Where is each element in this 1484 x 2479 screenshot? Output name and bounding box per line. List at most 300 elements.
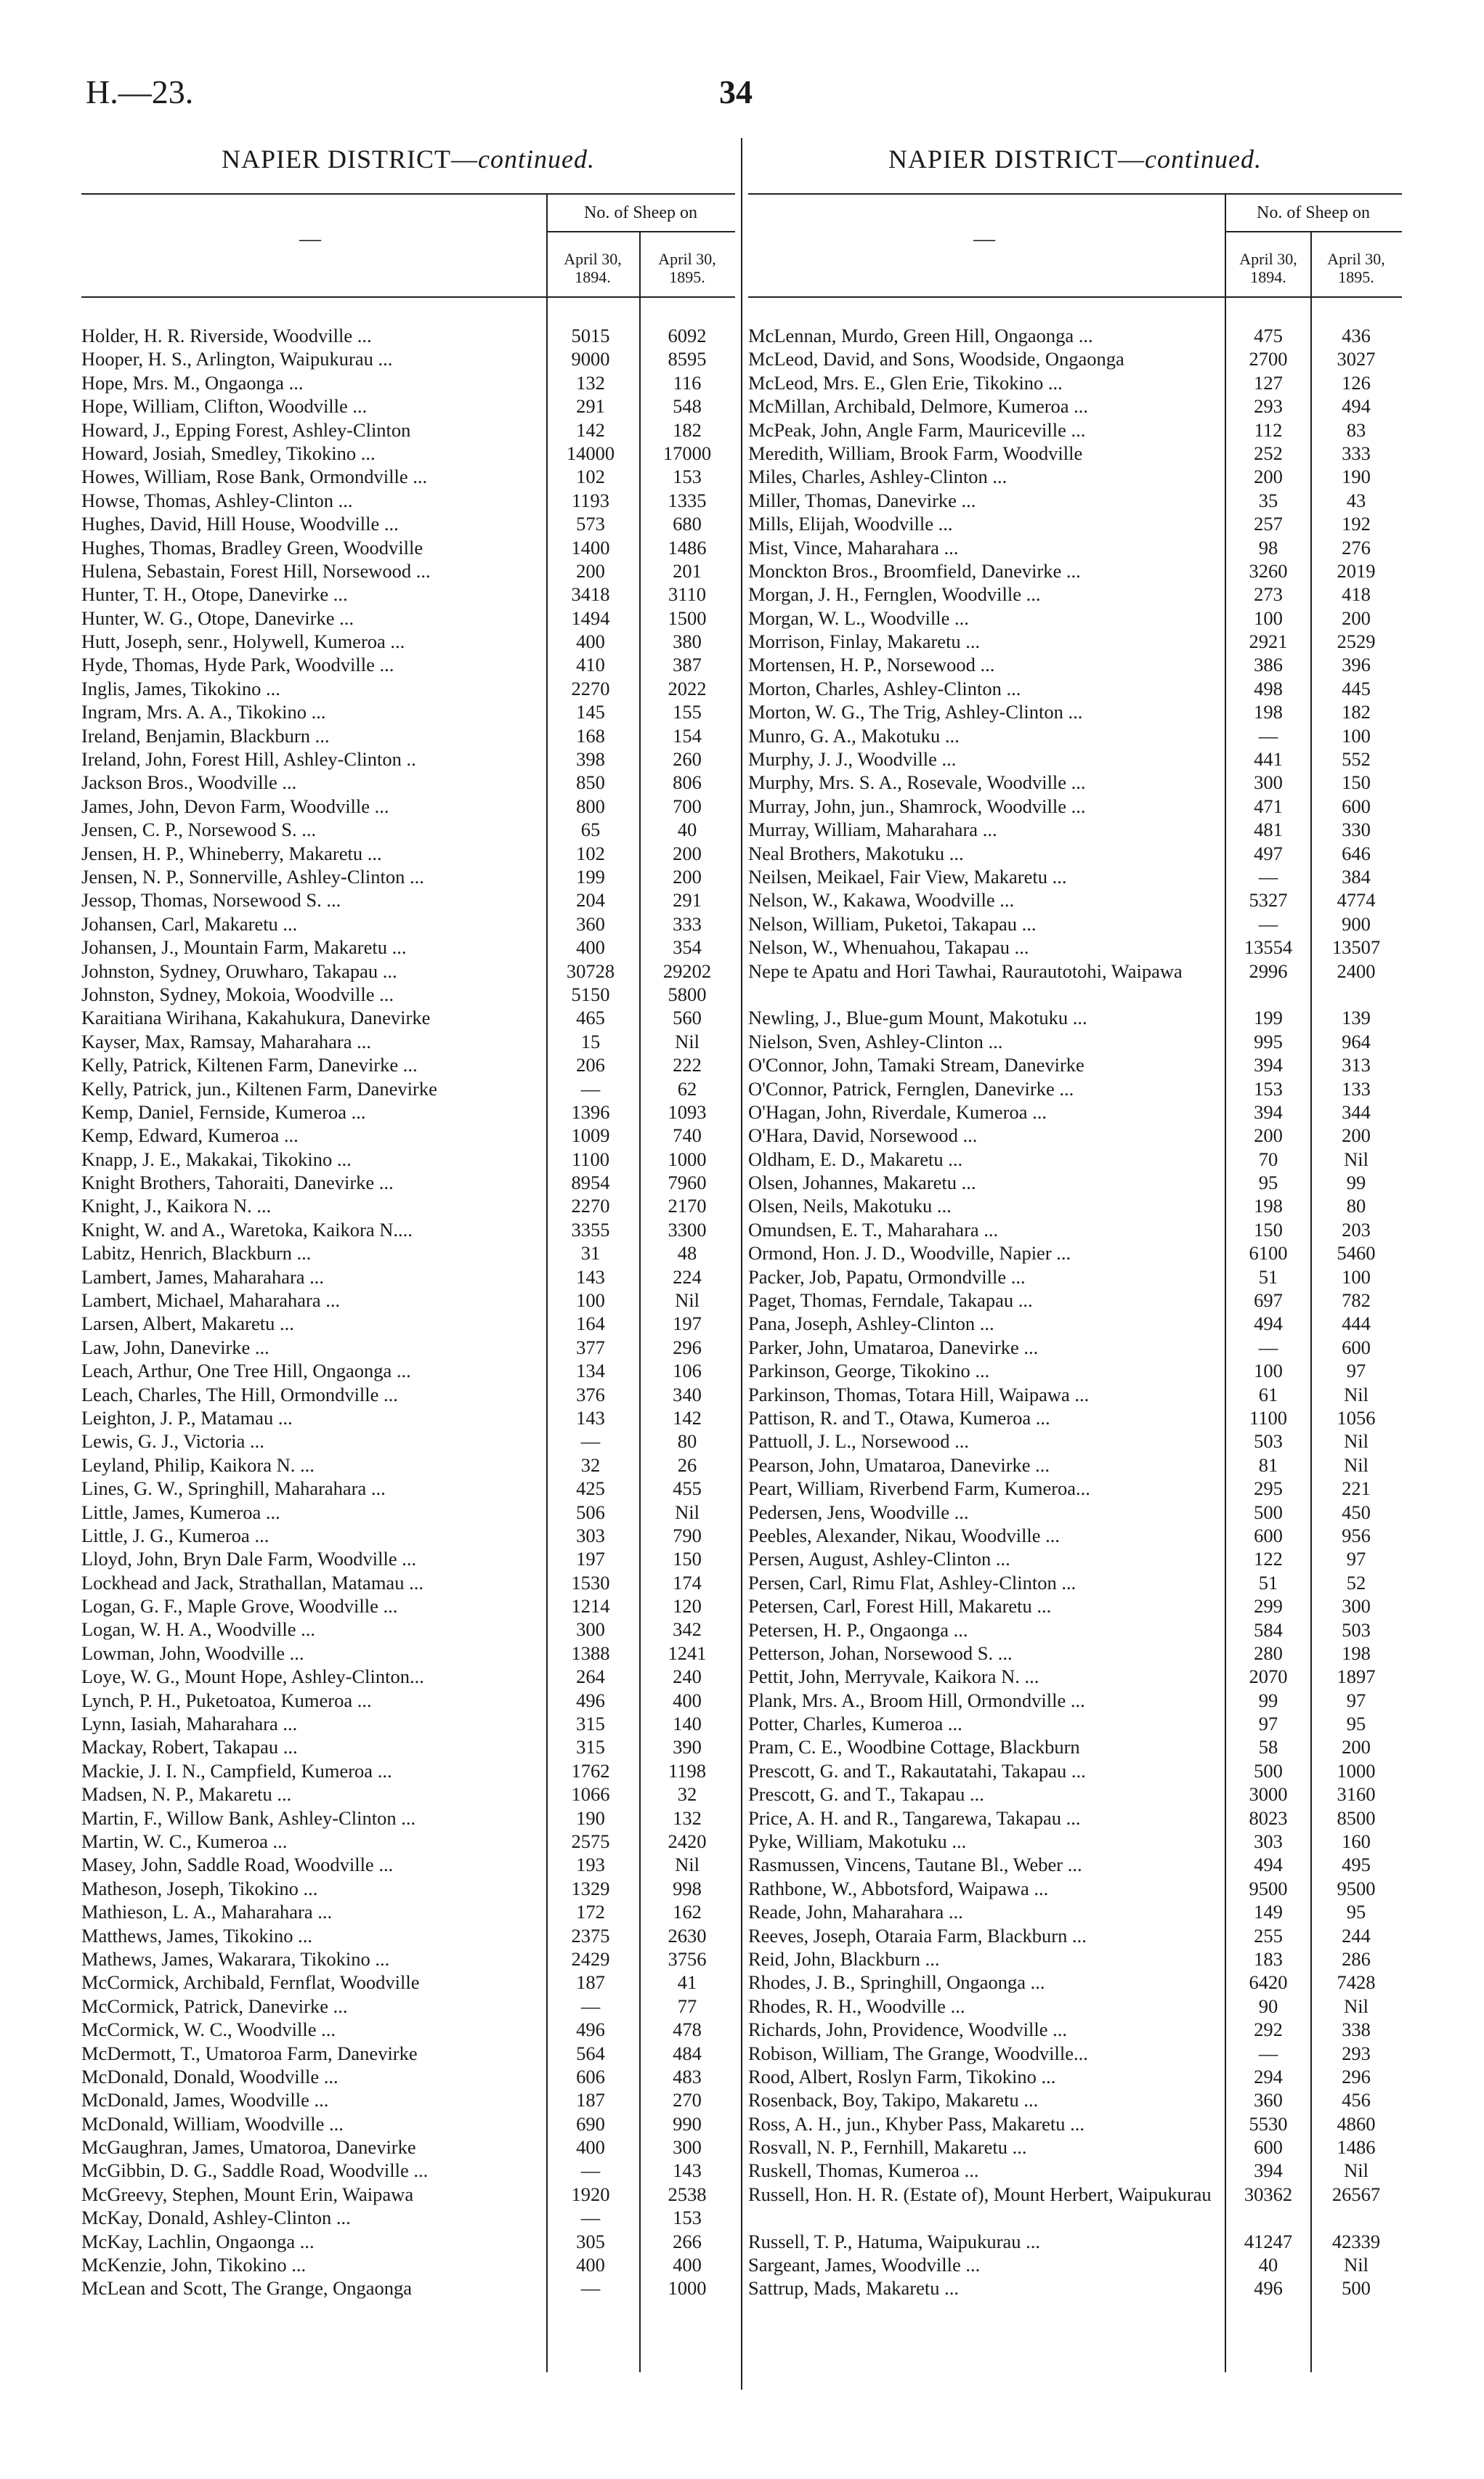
owner-name: Johnston, Sydney, Oruwharo, Takapau ... xyxy=(81,959,397,982)
owner-name: Leyland, Philip, Kaikora N. ... xyxy=(81,1453,315,1476)
owner-name: Pearson, John, Umataroa, Danevirke ... xyxy=(748,1453,1050,1476)
sheep-1895: 436 xyxy=(1342,325,1371,346)
sheep-1895: 162 xyxy=(673,1901,702,1923)
table-row xyxy=(748,1501,1402,1524)
sheep-1895: 1335 xyxy=(668,489,707,511)
owner-name: Murphy, J. J., Woodville ... xyxy=(748,748,957,771)
sheep-1895: 700 xyxy=(673,795,702,817)
sheep-1895: 400 xyxy=(673,2254,702,2276)
table-row xyxy=(81,1453,735,1477)
table-row xyxy=(748,418,1402,442)
owner-name: Leighton, J. P., Matamau ... xyxy=(81,1406,293,1429)
table-row xyxy=(748,1265,1402,1289)
table-row xyxy=(81,512,735,535)
sheep-1894: 200 xyxy=(1254,1124,1283,1147)
sheep-1894: — xyxy=(580,2207,601,2229)
owner-name: Loye, W. G., Mount Hope, Ashley-Clinton... xyxy=(81,1665,424,1688)
table-row xyxy=(748,465,1402,488)
sheep-1895: 5460 xyxy=(1337,1242,1376,1265)
owner-name: Parker, John, Umataroa, Danevirke ... xyxy=(748,1336,1039,1358)
sheep-1894: 500 xyxy=(1254,1501,1283,1523)
sheep-1895: 40 xyxy=(677,819,697,841)
sheep-1895: 1000 xyxy=(668,1148,707,1170)
sheep-1894: 500 xyxy=(1254,1759,1283,1782)
sheep-1895: 77 xyxy=(677,1995,697,2017)
owner-name: Pedersen, Jens, Woodville ... xyxy=(748,1501,969,1523)
right-group-header: No. of Sheep on xyxy=(1257,203,1370,222)
sheep-1895: 296 xyxy=(1342,2065,1371,2088)
table-row xyxy=(748,1241,1402,1265)
table-row xyxy=(748,2112,1402,2135)
table-row xyxy=(748,1782,1402,1806)
sheep-1895: 62 xyxy=(677,1077,697,1100)
owner-name: Reeves, Joseph, Otaraia Farm, Blackburn ... xyxy=(748,1924,1087,1947)
sheep-1894: 394 xyxy=(1254,1054,1283,1076)
owner-name: Petterson, Johan, Norsewood S. ... xyxy=(748,1642,1013,1664)
table-row xyxy=(81,1265,735,1289)
sheep-1895: 276 xyxy=(1342,536,1371,559)
owner-name: Morgan, W. L., Woodville ... xyxy=(748,606,969,629)
table-row xyxy=(748,512,1402,535)
sheep-1895: 203 xyxy=(1342,1218,1371,1241)
table-row xyxy=(81,2135,735,2159)
sheep-1895: 260 xyxy=(673,748,702,771)
sheep-1895: 478 xyxy=(673,2019,702,2041)
sheep-1895: 503 xyxy=(1342,1618,1371,1641)
sheep-1895: 418 xyxy=(1342,583,1371,606)
table-row xyxy=(81,1218,735,1241)
sheep-1895: 444 xyxy=(1342,1312,1371,1335)
sheep-1895: 222 xyxy=(673,1054,702,1076)
sheep-1894: 360 xyxy=(576,912,605,935)
sheep-1895: 99 xyxy=(1346,1172,1366,1194)
center-divider xyxy=(741,138,742,2390)
sheep-1895: 3160 xyxy=(1337,1783,1376,1806)
owner-name: Miller, Thomas, Danevirke ... xyxy=(748,489,976,511)
table-row xyxy=(748,1100,1402,1124)
right-name-header-dash: — xyxy=(973,227,995,251)
table-row xyxy=(81,489,735,512)
sheep-1894: 102 xyxy=(576,466,605,488)
table-row xyxy=(81,1830,735,1853)
sheep-1895: 450 xyxy=(1342,1501,1371,1523)
table-row xyxy=(81,2018,735,2041)
sheep-1895: 52 xyxy=(1346,1571,1366,1594)
owner-name: Meredith, William, Brook Farm, Woodville xyxy=(748,442,1083,464)
sheep-1895: 455 xyxy=(673,1477,702,1500)
owner-name: Munro, G. A., Makotuku ... xyxy=(748,724,960,747)
sheep-1895: Nil xyxy=(1344,2254,1369,2276)
table-row xyxy=(81,2206,735,2229)
table-row xyxy=(748,818,1402,841)
sheep-1894: 41247 xyxy=(1244,2230,1293,2252)
table-row xyxy=(81,1594,735,1618)
owner-name: McDermott, T., Umatoroa Farm, Danevirke xyxy=(81,2042,418,2064)
table-row xyxy=(81,1735,735,1758)
sheep-1894: 90 xyxy=(1258,1995,1278,2017)
sheep-1894: 98 xyxy=(1258,536,1278,559)
sheep-1894: 386 xyxy=(1254,654,1283,676)
table-row xyxy=(748,1429,1402,1453)
owner-name: Mackay, Robert, Takapau ... xyxy=(81,1736,298,1758)
sheep-1894: 291 xyxy=(576,395,605,418)
sheep-1894: 9500 xyxy=(1249,1877,1288,1899)
sheep-1894: 315 xyxy=(576,1736,605,1758)
sheep-1894: 198 xyxy=(1254,701,1283,723)
table-row xyxy=(81,959,735,983)
owner-name: Miles, Charles, Ashley-Clinton ... xyxy=(748,466,1007,488)
sheep-1894: 5015 xyxy=(571,325,610,346)
sheep-1894: 9000 xyxy=(571,348,610,370)
sheep-1894: 5327 xyxy=(1249,889,1288,912)
table-row xyxy=(748,1971,1402,1994)
sheep-1894: 303 xyxy=(1254,1830,1283,1853)
owner-name: Pattuoll, J. L., Norsewood ... xyxy=(748,1430,969,1453)
owner-name: Hulena, Sebastain, Forest Hill, Norsewood ... xyxy=(81,559,431,582)
sheep-1895: 344 xyxy=(1342,1100,1371,1123)
owner-name: Paget, Thomas, Ferndale, Takapau ... xyxy=(748,1289,1033,1312)
sheep-1894: 30728 xyxy=(566,959,615,982)
owner-name: Russell, Hon. H. R. (Estate of), Mount Herbert, Waipukurau xyxy=(748,2183,1212,2205)
sheep-1895: 17000 xyxy=(662,442,712,464)
sheep-1895: 3300 xyxy=(668,1218,707,1241)
table-row xyxy=(748,371,1402,394)
sheep-1895: 182 xyxy=(673,418,702,441)
sheep-1894: — xyxy=(580,2159,601,2182)
table-row xyxy=(81,912,735,936)
owner-name: Howes, William, Rose Bank, Ormondville ... xyxy=(81,466,428,488)
owner-name: Mathieson, L. A., Maharahara ... xyxy=(81,1901,333,1923)
table-row xyxy=(81,1030,735,1053)
owner-name: Mathews, James, Wakarara, Tikokino ... xyxy=(81,1947,390,1970)
sheep-1895: Nil xyxy=(1344,1383,1369,1405)
owner-name: Law, John, Danevirke ... xyxy=(81,1336,269,1358)
sheep-1895: 13507 xyxy=(1331,936,1381,959)
table-row xyxy=(748,1359,1402,1382)
sheep-1894: 1009 xyxy=(571,1124,610,1147)
sheep-1895: 4860 xyxy=(1337,2112,1376,2135)
sheep-1895: Nil xyxy=(675,1289,700,1312)
sheep-1894: — xyxy=(580,2277,601,2300)
owner-name: Nelson, William, Puketoi, Takapau ... xyxy=(748,912,1037,935)
table-row xyxy=(748,724,1402,747)
sheep-1895: 26 xyxy=(677,1453,697,1476)
table-row xyxy=(748,677,1402,700)
table-row xyxy=(748,1053,1402,1076)
owner-name: Martin, W. C., Kumeroa ... xyxy=(81,1830,288,1852)
sheep-1895: 97 xyxy=(1346,1360,1366,1382)
table-row xyxy=(81,1618,735,1641)
page-reference: H.—23. xyxy=(86,73,194,110)
table-row xyxy=(748,1453,1402,1477)
table-row xyxy=(748,1830,1402,1853)
table-row xyxy=(81,1501,735,1524)
table-row xyxy=(81,1148,735,1171)
sheep-1895: 560 xyxy=(673,1007,702,1029)
table-row xyxy=(81,1171,735,1194)
sheep-1894: 99 xyxy=(1258,1689,1278,1711)
owner-name: Johansen, Carl, Makaretu ... xyxy=(81,912,298,935)
sheep-1894: 100 xyxy=(1254,606,1283,629)
sheep-1895: 41 xyxy=(677,1971,697,1994)
sheep-1894: 95 xyxy=(1258,1172,1278,1194)
sheep-1895: Nil xyxy=(1344,1995,1369,2017)
sheep-1894: 573 xyxy=(576,513,605,535)
table-row xyxy=(748,912,1402,936)
owner-name: Lambert, James, Maharahara ... xyxy=(81,1265,325,1288)
table-row xyxy=(81,1689,735,1712)
owner-name: McLeod, David, and Sons, Woodside, Ongaonga xyxy=(748,348,1124,370)
sheep-1894: 400 xyxy=(576,2136,605,2159)
table-row xyxy=(748,394,1402,418)
sheep-1895: 333 xyxy=(673,912,702,935)
table-row xyxy=(81,2112,735,2135)
owner-name: Rathbone, W., Abbotsford, Waipawa ... xyxy=(748,1877,1049,1899)
owner-name: Howard, J., Epping Forest, Ashley-Clinton xyxy=(81,418,411,441)
sheep-1895: 484 xyxy=(673,2042,702,2064)
sheep-1895: 116 xyxy=(673,371,702,394)
table-row xyxy=(748,489,1402,512)
sheep-1894: 377 xyxy=(576,1336,605,1358)
owner-name: Ireland, John, Forest Hill, Ashley-Clinton .. xyxy=(81,748,416,771)
sheep-1895: 155 xyxy=(673,701,702,723)
right-column-title xyxy=(748,144,1402,174)
table-row xyxy=(81,1971,735,1994)
owner-name: Morton, W. G., The Trig, Ashley-Clinton ... xyxy=(748,701,1083,723)
sheep-1894: 81 xyxy=(1258,1453,1278,1476)
sheep-1894: 305 xyxy=(576,2230,605,2252)
owner-name: Murphy, Mrs. S. A., Rosevale, Woodville ... xyxy=(748,771,1086,794)
sheep-1895: 1198 xyxy=(668,1759,707,1782)
table-row xyxy=(81,1477,735,1500)
owner-name: Lynch, P. H., Puketoatoa, Kumeroa ... xyxy=(81,1689,372,1711)
table-row xyxy=(748,653,1402,676)
sheep-1894: 425 xyxy=(576,1477,605,1500)
table-row xyxy=(748,747,1402,771)
table-row xyxy=(748,1594,1402,1618)
sheep-1894: 51 xyxy=(1258,1571,1278,1594)
sheep-1895: 500 xyxy=(1342,2277,1371,2300)
sheep-1895: 396 xyxy=(1342,654,1371,676)
sheep-1895: 201 xyxy=(673,559,702,582)
owner-name: Jensen, H. P., Whineberry, Makaretu ... xyxy=(81,842,382,864)
sheep-1895: 806 xyxy=(673,771,702,794)
sheep-1895: 8500 xyxy=(1337,1806,1376,1829)
owner-name: Nelson, W., Whenuahou, Takapau ... xyxy=(748,936,1029,959)
table-row xyxy=(748,2230,1402,2253)
table-row xyxy=(748,347,1402,370)
owner-name: Reid, John, Blackburn ... xyxy=(748,1947,940,1970)
sheep-1894: 132 xyxy=(576,371,605,394)
sheep-1894: 506 xyxy=(576,1501,605,1523)
owner-name: Hughes, David, Hill House, Woodville ... xyxy=(81,513,399,535)
right-title-italic: continued. xyxy=(1145,145,1262,174)
owner-name: Oldham, E. D., Makaretu ... xyxy=(748,1148,963,1170)
table-row xyxy=(81,1406,735,1429)
table-row xyxy=(81,583,735,606)
sheep-1895: 740 xyxy=(673,1124,702,1147)
sheep-1895: 133 xyxy=(1342,1077,1371,1100)
sheep-1895: 400 xyxy=(673,1689,702,1711)
owner-name: Knight Brothers, Tahoraiti, Danevirke ... xyxy=(81,1172,394,1194)
sheep-1895: 80 xyxy=(1346,1195,1366,1217)
sheep-1895: 221 xyxy=(1342,1477,1371,1500)
table-row xyxy=(748,2253,1402,2276)
sheep-1895: 1056 xyxy=(1337,1406,1376,1429)
table-row xyxy=(748,1995,1402,2018)
left-group-rule xyxy=(546,231,735,232)
left-title-italic: continued. xyxy=(478,145,595,174)
sheep-1894: 1193 xyxy=(571,489,610,511)
left-column-title xyxy=(81,144,735,174)
sheep-1894: 295 xyxy=(1254,1477,1283,1500)
table-row xyxy=(748,1030,1402,1053)
sheep-1894: 300 xyxy=(576,1618,605,1641)
sheep-1894: — xyxy=(1258,2042,1278,2064)
table-row xyxy=(748,630,1402,653)
table-row xyxy=(748,1853,1402,1876)
sheep-1894: 564 xyxy=(576,2042,605,2064)
sheep-1894: 1762 xyxy=(571,1759,610,1782)
sheep-1894: 441 xyxy=(1254,748,1283,771)
sheep-1894: 172 xyxy=(576,1901,605,1923)
owner-name: Parkinson, George, Tikokino ... xyxy=(748,1360,990,1382)
owner-name: Rhodes, J. B., Springhill, Ongaonga ... xyxy=(748,1971,1045,1994)
sheep-1894: 168 xyxy=(576,724,605,747)
table-row xyxy=(748,1124,1402,1147)
sheep-1895: 998 xyxy=(673,1877,702,1899)
sheep-1895: 132 xyxy=(673,1806,702,1829)
sheep-1894: 58 xyxy=(1258,1736,1278,1758)
sheep-1894: 149 xyxy=(1254,1901,1283,1923)
table-row xyxy=(748,1383,1402,1406)
sheep-1895: 293 xyxy=(1342,2042,1371,2064)
sheep-1894: 134 xyxy=(576,1360,605,1382)
sheep-1894: 1100 xyxy=(571,1148,610,1170)
owner-name: Prescott, G. and T., Takapau ... xyxy=(748,1783,984,1806)
owner-name: Reade, John, Maharahara ... xyxy=(748,1901,963,1923)
sheep-1895: 2022 xyxy=(668,677,707,699)
owner-name: Hunter, T. H., Otope, Danevirke ... xyxy=(81,583,348,606)
table-row xyxy=(748,1689,1402,1712)
owner-name: Ingram, Mrs. A. A., Tikokino ... xyxy=(81,701,326,723)
sheep-1895: Nil xyxy=(675,1854,700,1876)
sheep-1894: 193 xyxy=(576,1854,605,1876)
table-row xyxy=(748,700,1402,723)
owner-name: Persen, Carl, Rimu Flat, Ashley-Clinton ... xyxy=(748,1571,1076,1594)
sheep-1894: 65 xyxy=(580,819,601,841)
sheep-1895: 198 xyxy=(1342,1642,1371,1664)
sheep-1895: 224 xyxy=(673,1265,702,1288)
sheep-1895: 333 xyxy=(1342,442,1371,464)
owner-name: Little, James, Kumeroa ... xyxy=(81,1501,280,1523)
sheep-1895: 300 xyxy=(1342,1595,1371,1618)
sheep-1894: 51 xyxy=(1258,1265,1278,1288)
sheep-1894: 187 xyxy=(576,2089,605,2111)
sheep-1894: 3000 xyxy=(1249,1783,1288,1806)
table-row xyxy=(81,888,735,912)
owner-name: Hyde, Thomas, Hyde Park, Woodville ... xyxy=(81,654,394,676)
sheep-1894: 398 xyxy=(576,748,605,771)
table-row xyxy=(81,1241,735,1265)
sheep-1895: 150 xyxy=(673,1548,702,1570)
owner-name: McLennan, Murdo, Green Hill, Ongaonga ... xyxy=(748,325,1093,346)
sheep-1894: 204 xyxy=(576,889,605,912)
sheep-1895: 83 xyxy=(1346,418,1366,441)
owner-name: McCormick, Patrick, Danevirke ... xyxy=(81,1995,348,2017)
owner-name: James, John, Devon Farm, Woodville ... xyxy=(81,795,389,817)
owner-name: Pana, Joseph, Ashley-Clinton ... xyxy=(748,1312,994,1335)
table-row xyxy=(81,1806,735,1830)
sheep-1895: 445 xyxy=(1342,677,1371,699)
sheep-1894: 40 xyxy=(1258,2254,1278,2276)
sheep-1894: 850 xyxy=(576,771,605,794)
table-row xyxy=(81,394,735,418)
owner-name: McDonald, Donald, Woodville ... xyxy=(81,2065,338,2088)
sheep-1894: 61 xyxy=(1258,1383,1278,1405)
owner-name: Pyke, William, Makotuku ... xyxy=(748,1830,967,1853)
sheep-1894: 2070 xyxy=(1249,1665,1288,1688)
owner-name: McGaughran, James, Umatoroa, Danevirke xyxy=(81,2136,416,2159)
sheep-1895: 380 xyxy=(673,630,702,653)
sheep-1894: 197 xyxy=(576,1548,605,1570)
table-row xyxy=(81,1947,735,1971)
owner-name: Olsen, Johannes, Makaretu ... xyxy=(748,1172,976,1194)
table-row xyxy=(81,1312,735,1335)
owner-name: Nielson, Sven, Ashley-Clinton ... xyxy=(748,1030,1003,1052)
owner-name: Rood, Albert, Roslyn Farm, Tikokino ... xyxy=(748,2065,1056,2088)
left-name-header-dash: — xyxy=(299,227,321,251)
sheep-1895: 387 xyxy=(673,654,702,676)
sheep-1895: 2019 xyxy=(1337,559,1376,582)
sheep-1894: 200 xyxy=(576,559,605,582)
sheep-1895: 2400 xyxy=(1337,959,1376,982)
sheep-1895: 2170 xyxy=(668,1195,707,1217)
sheep-1895: 646 xyxy=(1342,842,1371,864)
table-row xyxy=(81,983,735,1006)
owner-name: Price, A. H. and R., Tangarewa, Takapau ... xyxy=(748,1806,1081,1829)
right-header-bottom-rule xyxy=(748,296,1402,298)
sheep-1895: 150 xyxy=(1342,771,1371,794)
sheep-1894: 400 xyxy=(576,630,605,653)
sheep-1894: 2429 xyxy=(571,1947,610,1970)
owner-name: Petersen, Carl, Forest Hill, Makaretu ... xyxy=(748,1595,1052,1618)
sheep-1894: 360 xyxy=(1254,2089,1283,2111)
owner-name: Knight, J., Kaikora N. ... xyxy=(81,1195,272,1217)
sheep-1894: 496 xyxy=(576,1689,605,1711)
table-row xyxy=(748,1759,1402,1782)
sheep-1894: 471 xyxy=(1254,795,1283,817)
table-row xyxy=(81,1359,735,1382)
sheep-1895: 26567 xyxy=(1331,2183,1381,2205)
left-column xyxy=(81,0,735,2479)
sheep-1894: 112 xyxy=(1254,418,1283,441)
sheep-1895: Nil xyxy=(1344,1430,1369,1453)
sheep-1895: 182 xyxy=(1342,701,1371,723)
owner-name: McKay, Lachlin, Ongaonga ... xyxy=(81,2230,315,2252)
table-row xyxy=(748,1006,1402,1029)
owner-name: Robison, William, The Grange, Woodville... xyxy=(748,2042,1088,2064)
owner-name: McLean and Scott, The Grange, Ongaonga xyxy=(81,2277,413,2300)
sheep-1895: 494 xyxy=(1342,395,1371,418)
owner-name: Rosenback, Boy, Takipo, Makaretu ... xyxy=(748,2089,1039,2111)
sheep-1894: 584 xyxy=(1254,1618,1283,1641)
owner-name: Logan, G. F., Maple Grove, Woodville ... xyxy=(81,1595,398,1618)
table-row xyxy=(748,2276,1402,2300)
sheep-1895: Nil xyxy=(675,1501,700,1523)
sheep-1895: 240 xyxy=(673,1665,702,1688)
table-row xyxy=(81,630,735,653)
